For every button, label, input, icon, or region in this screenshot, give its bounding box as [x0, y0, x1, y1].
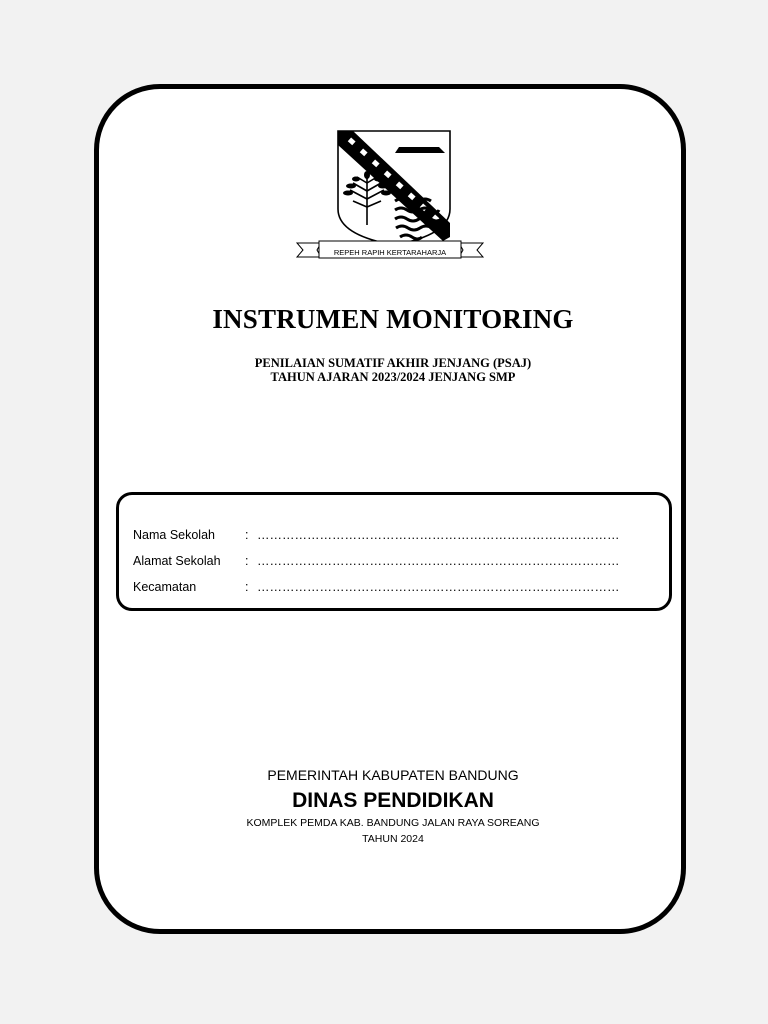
agency-name: DINAS PENDIDIKAN — [292, 789, 494, 812]
field-colon: : — [245, 528, 249, 542]
district-label: Kecamatan — [133, 580, 197, 594]
school-address-label: Alamat Sekolah — [133, 554, 221, 568]
district-blank[interactable]: …………………………………………………………………………… — [257, 580, 620, 594]
kabupaten-bandung-coat-of-arms-icon — [295, 127, 485, 261]
emblem-motto-ribbon — [319, 244, 461, 261]
field-colon: : — [245, 580, 249, 594]
field-colon: : — [245, 554, 249, 568]
school-address-blank[interactable]: …………………………………………………………………………… — [257, 554, 620, 568]
government-name: PEMERINTAH KABUPATEN BANDUNG — [267, 767, 519, 783]
document-title: INSTRUMEN MONITORING — [212, 304, 574, 334]
document-subtitle-line1: PENILAIAN SUMATIF AKHIR JENJANG (PSAJ) — [254, 356, 532, 370]
school-name-blank[interactable]: …………………………………………………………………………… — [257, 528, 620, 542]
district-field[interactable] — [133, 580, 620, 594]
emblem-motto: REPEH RAPIH KERTARAHARJA — [333, 248, 447, 257]
school-name-field[interactable] — [133, 528, 620, 542]
agency-address: KOMPLEK PEMDA KAB. BANDUNG JALAN RAYA SOREANG — [246, 817, 540, 829]
document-subtitle-line2: TAHUN AJARAN 2023/2024 JENJANG SMP — [270, 370, 516, 384]
school-name-label: Nama Sekolah — [133, 528, 215, 542]
document-year: TAHUN 2024 — [362, 833, 424, 845]
school-address-field[interactable] — [133, 554, 620, 568]
